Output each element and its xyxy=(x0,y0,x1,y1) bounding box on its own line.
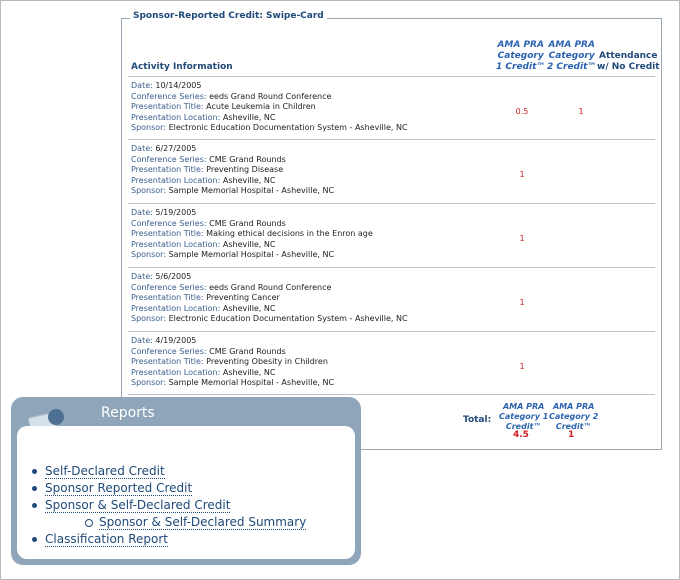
header-attendance xyxy=(597,51,660,73)
disc-bullet-icon xyxy=(32,469,37,474)
entry-sponsor-value: Sample Memorial Hospital - Asheville, NC xyxy=(168,250,335,260)
entry-date-row xyxy=(131,336,656,347)
disc-bullet-icon xyxy=(32,537,37,542)
entry-title-value: Preventing Cancer xyxy=(206,293,280,303)
entry-series-row xyxy=(131,283,656,294)
entry-title-label: Presentation Title: xyxy=(131,165,204,175)
entry-title-label: Presentation Title: xyxy=(131,357,204,367)
activity-entry xyxy=(131,336,656,396)
entry-divider xyxy=(128,139,655,140)
header-attendance-line1: Attendance xyxy=(599,51,658,61)
entry-sponsor-value: Electronic Education Documentation System - Asheville, NC xyxy=(168,314,408,324)
entry-date-label: Date: xyxy=(131,272,153,281)
total-cat1-header xyxy=(499,402,548,432)
entry-location-label: Presentation Location: xyxy=(131,175,221,185)
entry-divider xyxy=(128,203,655,204)
entry-series-row xyxy=(131,92,656,103)
entry-title-row xyxy=(131,293,656,304)
header-attendance-line2: w/ No Credit xyxy=(597,62,660,72)
header-cat2-line3: 2 Credit™ xyxy=(547,62,597,72)
activity-entry xyxy=(131,208,656,268)
entry-sponsor-value: Sample Memorial Hospital - Asheville, NC xyxy=(168,186,335,196)
entry-date-label: Date: xyxy=(131,144,153,153)
entry-sponsor-row xyxy=(131,314,656,325)
entry-location-value: Asheville, NC xyxy=(222,239,276,249)
entry-location-row xyxy=(131,368,656,379)
entry-series-row xyxy=(131,155,656,166)
entry-location-label: Presentation Location: xyxy=(131,112,221,122)
reports-title: Reports xyxy=(101,405,155,421)
report-item xyxy=(45,480,306,497)
entry-series-value: eeds Grand Round Conference xyxy=(209,282,332,292)
entry-series-label: Conference Series: xyxy=(131,91,207,101)
report-item xyxy=(45,514,306,531)
entry-series-row xyxy=(131,219,656,230)
entry-cat1-credit: 1 xyxy=(519,362,525,371)
entry-series-value: CME Grand Rounds xyxy=(209,154,286,164)
total-cat2-header-line2: Category 2 xyxy=(549,412,599,421)
disc-bullet-icon xyxy=(32,503,37,508)
report-link[interactable]: Classification Report xyxy=(45,532,168,546)
panel-legend: Sponsor-Reported Credit: Swipe-Card xyxy=(130,11,327,21)
total-label: Total: xyxy=(463,415,492,425)
entry-cat1-credit: 1 xyxy=(519,170,525,179)
entry-title-row xyxy=(131,357,656,368)
entry-divider xyxy=(128,331,655,332)
entry-title-value: Preventing Disease xyxy=(206,165,284,175)
entry-location-row xyxy=(131,304,656,315)
entry-location-value: Asheville, NC xyxy=(222,303,276,313)
entry-sponsor-row xyxy=(131,250,656,261)
entry-date-label: Date: xyxy=(131,208,153,217)
entry-sponsor-label: Sponsor: xyxy=(131,123,167,133)
entry-series-row xyxy=(131,347,656,358)
report-link[interactable]: Sponsor & Self-Declared Summary xyxy=(99,515,307,529)
entry-title-value: Making ethical decisions in the Enron age xyxy=(206,229,373,239)
entry-cat1-credit: 1 xyxy=(519,298,525,307)
entry-sponsor-label: Sponsor: xyxy=(131,186,167,196)
entry-location-label: Presentation Location: xyxy=(131,303,221,313)
entry-series-label: Conference Series: xyxy=(131,282,207,292)
entry-sponsor-value: Sample Memorial Hospital - Asheville, NC xyxy=(168,378,335,388)
total-cat2-header-line1: AMA PRA xyxy=(552,402,595,411)
entry-location-value: Asheville, NC xyxy=(222,367,276,377)
total-cat2-header-line3: Credit™ xyxy=(555,422,592,431)
entry-location-label: Presentation Location: xyxy=(131,367,221,377)
entry-location-row xyxy=(131,240,656,251)
entry-location-value: Asheville, NC xyxy=(222,112,276,122)
header-cat1-line3: 1 Credit™ xyxy=(496,62,546,72)
header-divider xyxy=(128,76,655,77)
entry-sponsor-value: Electronic Education Documentation System - Asheville, NC xyxy=(168,123,408,133)
entry-sponsor-label: Sponsor: xyxy=(131,378,167,388)
entry-sponsor-label: Sponsor: xyxy=(131,314,167,324)
entry-sponsor-row xyxy=(131,378,656,389)
entry-title-label: Presentation Title: xyxy=(131,102,204,112)
entry-date-value: 5/19/2005 xyxy=(155,208,197,217)
total-cat2-header xyxy=(549,402,598,432)
sponsor-credit-panel xyxy=(121,11,662,450)
entry-date-row xyxy=(131,144,656,155)
reports-content xyxy=(17,426,355,559)
entry-date-value: 5/6/2005 xyxy=(155,272,192,281)
entry-date-value: 6/27/2005 xyxy=(155,144,197,153)
entry-divider xyxy=(128,394,655,395)
entry-cat1-credit: 1 xyxy=(519,234,525,243)
total-cat1-value: 4.5 xyxy=(513,430,529,440)
entry-title-row xyxy=(131,165,656,176)
entry-title-value: Acute Leukemia in Children xyxy=(206,102,316,112)
entry-series-label: Conference Series: xyxy=(131,346,207,356)
entry-series-label: Conference Series: xyxy=(131,218,207,228)
report-link[interactable]: Sponsor Reported Credit xyxy=(45,481,193,495)
entry-title-row xyxy=(131,229,656,240)
activity-entry xyxy=(131,81,656,141)
entry-title-value: Preventing Obesity in Children xyxy=(206,357,328,367)
entry-series-value: eeds Grand Round Conference xyxy=(209,91,332,101)
entry-sponsor-row xyxy=(131,123,656,134)
header-activity: Activity Information xyxy=(131,62,233,72)
total-cat1-header-line1: AMA PRA xyxy=(502,402,545,411)
entry-sponsor-row xyxy=(131,186,656,197)
total-cat1-header-line3: Credit™ xyxy=(505,422,542,431)
report-item xyxy=(45,531,306,548)
header-cat1 xyxy=(496,40,545,73)
report-link[interactable]: Self-Declared Credit xyxy=(45,464,165,478)
circle-bullet-icon xyxy=(85,519,93,527)
entry-date-value: 10/14/2005 xyxy=(155,81,202,90)
header-cat2-line2: Category xyxy=(548,51,595,61)
entry-title-label: Presentation Title: xyxy=(131,229,204,239)
report-item xyxy=(45,463,306,480)
entry-date-row xyxy=(131,208,656,219)
activity-entry xyxy=(131,144,656,204)
entry-location-value: Asheville, NC xyxy=(222,175,276,185)
entry-series-value: CME Grand Rounds xyxy=(209,346,286,356)
entry-date-value: 4/19/2005 xyxy=(155,336,197,345)
entry-divider xyxy=(128,267,655,268)
report-link[interactable]: Sponsor & Self-Declared Credit xyxy=(45,498,231,512)
activity-entry xyxy=(131,272,656,332)
entry-location-label: Presentation Location: xyxy=(131,239,221,249)
reports-list xyxy=(45,463,306,548)
reports-widget xyxy=(11,397,361,565)
entry-title-label: Presentation Title: xyxy=(131,293,204,303)
entry-cat2-credit: 1 xyxy=(578,107,584,116)
header-cat1-line1: AMA PRA xyxy=(497,40,544,50)
total-cat1-header-line2: Category 1 xyxy=(499,412,549,421)
report-item xyxy=(45,497,306,514)
total-cat2-value: 1 xyxy=(568,430,575,440)
entry-cat1-credit: 0.5 xyxy=(515,107,529,116)
entry-series-value: CME Grand Rounds xyxy=(209,218,286,228)
entry-date-label: Date: xyxy=(131,336,153,345)
header-cat1-line2: Category xyxy=(497,51,544,61)
entry-series-label: Conference Series: xyxy=(131,154,207,164)
entry-location-row xyxy=(131,176,656,187)
entry-date-row xyxy=(131,81,656,92)
entry-sponsor-label: Sponsor: xyxy=(131,250,167,260)
disc-bullet-icon xyxy=(32,486,37,491)
header-cat2 xyxy=(547,40,596,73)
entry-date-label: Date: xyxy=(131,81,153,90)
header-cat2-line1: AMA PRA xyxy=(548,40,595,50)
entry-date-row xyxy=(131,272,656,283)
